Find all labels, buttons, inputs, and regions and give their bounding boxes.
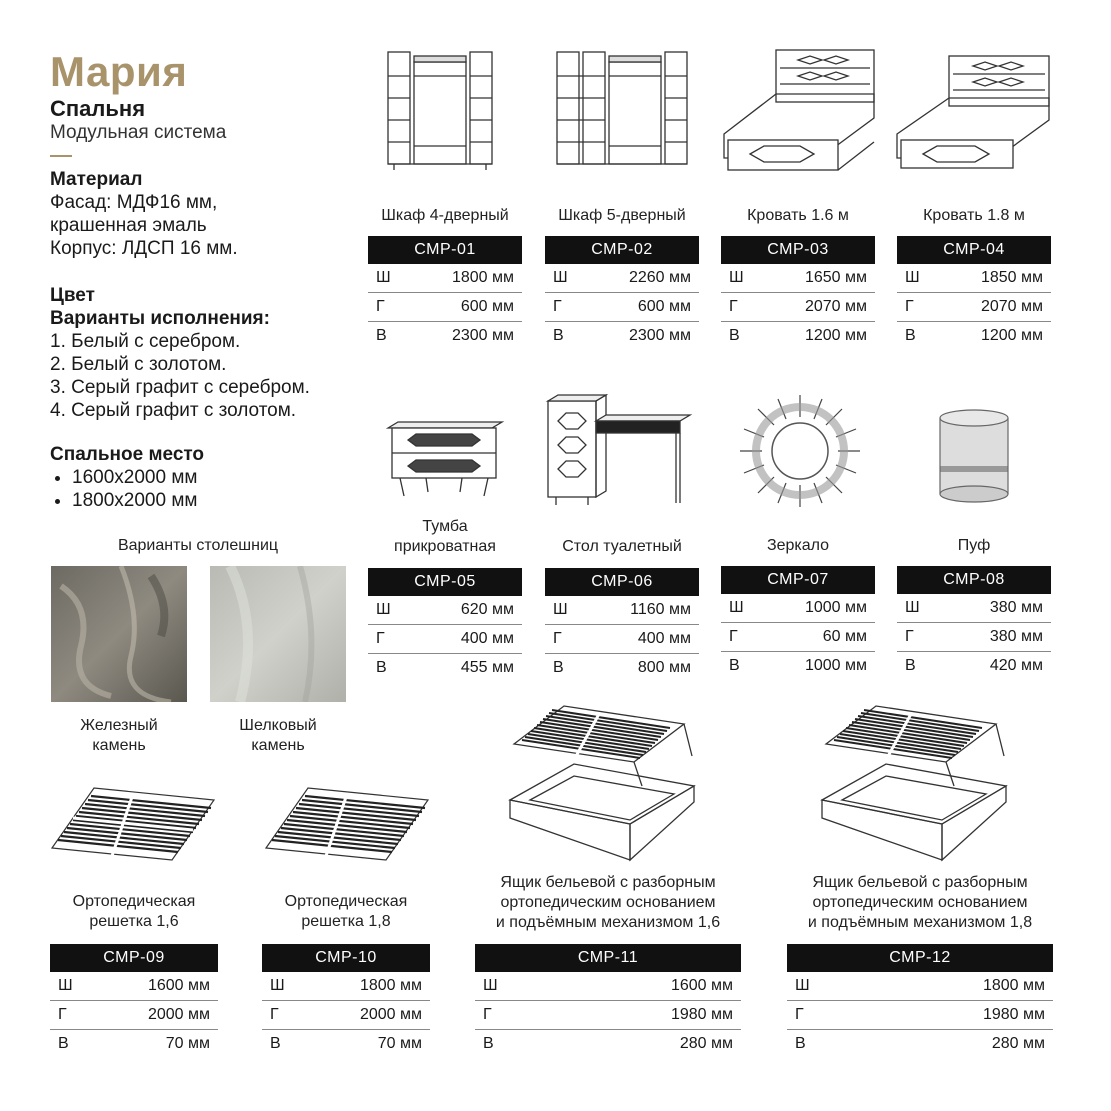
- dimension-value: 600 мм: [637, 298, 691, 315]
- dimension-value: 1800 мм: [982, 977, 1045, 994]
- dimension-value: 70 мм: [377, 1035, 422, 1052]
- product-code: СМР-07: [721, 566, 875, 594]
- dimension-label: Г: [376, 298, 385, 315]
- spec-row: [721, 322, 875, 350]
- dimension-label: Ш: [483, 977, 498, 994]
- spec-row: [721, 623, 875, 652]
- dimension-value: 60 мм: [822, 628, 867, 645]
- product-name: Тумба прикроватная: [394, 518, 496, 555]
- dimension-label: В: [905, 657, 916, 674]
- product-name: Кровать 1.6 м: [747, 207, 849, 224]
- dimension-value: 1980 мм: [982, 1006, 1045, 1023]
- spec-row: [262, 1001, 430, 1030]
- dimension-label: Ш: [270, 977, 285, 994]
- swatch-silk-stone: [210, 566, 346, 702]
- dimension-value: 2300 мм: [451, 327, 514, 344]
- dimension-value: 400 мм: [460, 630, 514, 647]
- spec-row: [50, 1001, 218, 1030]
- spec-row: [368, 625, 522, 654]
- swatch-label-silk: Шелковый камень: [239, 717, 317, 754]
- product-name: Зеркало: [766, 537, 830, 554]
- dimension-label: Г: [553, 298, 562, 315]
- dimension-label: В: [729, 657, 740, 674]
- spec-row: [721, 264, 875, 293]
- accent-divider: [50, 155, 72, 157]
- spec-row: [545, 264, 699, 293]
- storage-box-1-6-image: [504, 700, 700, 866]
- product-code: СМР-09: [50, 944, 218, 972]
- spec-row: [475, 1030, 741, 1058]
- dimension-value: 70 мм: [165, 1035, 210, 1052]
- dimension-value: 420 мм: [989, 657, 1043, 674]
- spec-table: [368, 568, 522, 682]
- dimension-label: Г: [553, 630, 562, 647]
- spec-row: [545, 625, 699, 654]
- dimension-value: 280 мм: [991, 1035, 1045, 1052]
- dimension-label: Ш: [376, 269, 391, 286]
- spec-row: [368, 322, 522, 350]
- dimension-label: Г: [729, 298, 738, 315]
- product-code: СМР-01: [368, 236, 522, 264]
- dimension-value: 1650 мм: [804, 269, 867, 286]
- slat-base-1-8-image: [262, 784, 432, 864]
- material-line-1: Фасад: МДФ16 мм,: [50, 192, 218, 213]
- spec-row: [475, 1001, 741, 1030]
- swatch-iron-stone: [51, 566, 187, 702]
- dimension-value: 2300 мм: [628, 327, 691, 344]
- spec-table: [897, 236, 1051, 350]
- dimension-label: В: [270, 1035, 281, 1052]
- spec-row: [897, 652, 1051, 680]
- dressing-table-image: [544, 393, 696, 509]
- dimension-value: 280 мм: [679, 1035, 733, 1052]
- dimension-value: 800 мм: [637, 659, 691, 676]
- spec-row: [262, 972, 430, 1001]
- dimension-label: Г: [483, 1006, 492, 1023]
- spec-table: [262, 944, 430, 1058]
- dimension-label: Ш: [58, 977, 73, 994]
- product-code: СМР-08: [897, 566, 1051, 594]
- sleep-block: [50, 443, 204, 512]
- product-code: СМР-04: [897, 236, 1051, 264]
- dimension-value: 1600 мм: [147, 977, 210, 994]
- dimension-label: Ш: [729, 599, 744, 616]
- spec-table: [721, 566, 875, 680]
- dimension-value: 2070 мм: [804, 298, 867, 315]
- dimension-label: Ш: [905, 599, 920, 616]
- spec-row: [545, 293, 699, 322]
- swatch-label-iron: Железный камень: [80, 717, 158, 754]
- spec-row: [721, 293, 875, 322]
- dimension-label: Г: [58, 1006, 67, 1023]
- product-code: СМР-05: [368, 568, 522, 596]
- dimension-value: 1000 мм: [804, 599, 867, 616]
- spec-table: [475, 944, 741, 1058]
- dimension-label: Г: [270, 1006, 279, 1023]
- material-block: [50, 168, 238, 260]
- dimension-value: 2000 мм: [359, 1006, 422, 1023]
- dimension-label: Ш: [553, 269, 568, 286]
- spec-row: [368, 264, 522, 293]
- spec-row: [897, 293, 1051, 322]
- spec-row: [787, 1030, 1053, 1058]
- spec-row: [787, 1001, 1053, 1030]
- spec-row: [897, 264, 1051, 293]
- spec-table: [787, 944, 1053, 1058]
- product-code: СМР-11: [475, 944, 741, 972]
- material-line-3: Корпус: ЛДСП 16 мм.: [50, 238, 238, 259]
- wardrobe-4-door-image: [384, 46, 496, 176]
- spec-row: [721, 652, 875, 680]
- dimension-value: 400 мм: [637, 630, 691, 647]
- color-block: [50, 284, 310, 422]
- product-name: Ортопедическая решетка 1,6: [72, 893, 196, 930]
- bed-1-6-image: [720, 46, 880, 178]
- product-code: СМР-06: [545, 568, 699, 596]
- dimension-label: Ш: [553, 601, 568, 618]
- dimension-label: Г: [905, 628, 914, 645]
- spec-table: [897, 566, 1051, 680]
- spec-table: [545, 236, 699, 350]
- page-title: Мария: [50, 48, 188, 95]
- mirror-image: [736, 393, 864, 509]
- dimension-label: В: [553, 659, 564, 676]
- product-name: Ящик бельевой с разборным ортопедическим основанием и подъёмным механизмом 1,8: [807, 874, 1033, 931]
- product-name: Стол туалетный: [562, 538, 682, 555]
- sleep-size: • 1600х2000 мм: [72, 466, 204, 489]
- material-line-2: крашенная эмаль: [50, 215, 207, 236]
- spec-row: [368, 596, 522, 625]
- bed-1-8-image: [893, 46, 1055, 178]
- dimension-value: 2260 мм: [628, 269, 691, 286]
- dimension-value: 2000 мм: [147, 1006, 210, 1023]
- dimension-label: В: [483, 1035, 494, 1052]
- dimension-value: 1980 мм: [670, 1006, 733, 1023]
- pouf-image: [936, 408, 1012, 504]
- dimension-value: 1200 мм: [980, 327, 1043, 344]
- page-subtitle-secondary: Модульная система: [50, 122, 227, 143]
- dimension-value: 1600 мм: [670, 977, 733, 994]
- storage-box-1-8-image: [816, 700, 1012, 866]
- spec-row: [721, 594, 875, 623]
- nightstand-image: [386, 418, 506, 500]
- product-code: СМР-10: [262, 944, 430, 972]
- sleep-size: • 1800х2000 мм: [72, 489, 204, 512]
- dimension-label: В: [905, 327, 916, 344]
- material-heading: Материал: [50, 169, 143, 190]
- spec-row: [368, 293, 522, 322]
- spec-row: [545, 322, 699, 350]
- spec-row: [897, 623, 1051, 652]
- tops-heading: Варианты столешниц: [117, 537, 279, 554]
- wardrobe-5-door-image: [553, 46, 691, 176]
- dimension-label: Г: [729, 628, 738, 645]
- dimension-value: 1160 мм: [630, 601, 691, 618]
- spec-row: [545, 596, 699, 625]
- dimension-value: 2070 мм: [980, 298, 1043, 315]
- dimension-label: В: [729, 327, 740, 344]
- product-name: Ящик бельевой с разборным ортопедическим основанием и подъёмным механизмом 1,6: [495, 874, 721, 931]
- dimension-value: 1200 мм: [804, 327, 867, 344]
- spec-table: [50, 944, 218, 1058]
- spec-row: [262, 1030, 430, 1058]
- dimension-value: 1800 мм: [451, 269, 514, 286]
- product-name: Пуф: [957, 537, 991, 554]
- dimension-label: В: [795, 1035, 806, 1052]
- spec-row: [545, 654, 699, 682]
- dimension-value: 600 мм: [460, 298, 514, 315]
- color-heading: Цвет: [50, 285, 95, 306]
- product-name: Шкаф 5-дверный: [558, 207, 686, 224]
- color-option: 2. Белый с золотом.: [50, 354, 227, 375]
- product-code: СМР-12: [787, 944, 1053, 972]
- spec-row: [475, 972, 741, 1001]
- color-variants-heading: Варианты исполнения:: [50, 308, 270, 329]
- slat-base-1-6-image: [48, 784, 218, 864]
- spec-row: [368, 654, 522, 682]
- spec-row: [787, 972, 1053, 1001]
- spec-row: [50, 972, 218, 1001]
- dimension-value: 455 мм: [460, 659, 514, 676]
- spec-table: [721, 236, 875, 350]
- dimension-label: Ш: [795, 977, 810, 994]
- product-name: Шкаф 4-дверный: [381, 207, 509, 224]
- dimension-label: В: [376, 659, 387, 676]
- product-name: Ортопедическая решетка 1,8: [284, 893, 408, 930]
- dimension-value: 380 мм: [989, 628, 1043, 645]
- sleep-heading: Спальное место: [50, 444, 205, 465]
- color-option: 1. Белый с серебром.: [50, 331, 241, 352]
- product-code: СМР-03: [721, 236, 875, 264]
- dimension-label: В: [58, 1035, 69, 1052]
- dimension-label: Ш: [376, 601, 391, 618]
- dimension-label: Г: [795, 1006, 804, 1023]
- dimension-label: Ш: [729, 269, 744, 286]
- spec-table: [368, 236, 522, 350]
- spec-table: [545, 568, 699, 682]
- color-option: 3. Серый графит с серебром.: [50, 377, 310, 398]
- dimension-value: 1000 мм: [804, 657, 867, 674]
- dimension-label: Г: [376, 630, 385, 647]
- color-option: 4. Серый графит с золотом.: [50, 400, 297, 421]
- spec-row: [50, 1030, 218, 1058]
- dimension-value: 380 мм: [989, 599, 1043, 616]
- product-code: СМР-02: [545, 236, 699, 264]
- dimension-value: 1800 мм: [359, 977, 422, 994]
- dimension-value: 620 мм: [460, 601, 514, 618]
- dimension-label: В: [553, 327, 564, 344]
- dimension-label: В: [376, 327, 387, 344]
- dimension-label: Г: [905, 298, 914, 315]
- spec-row: [897, 594, 1051, 623]
- dimension-value: 1850 мм: [980, 269, 1043, 286]
- product-name: Кровать 1.8 м: [923, 207, 1025, 224]
- spec-row: [897, 322, 1051, 350]
- page-subtitle: Спальня: [50, 96, 146, 121]
- dimension-label: Ш: [905, 269, 920, 286]
